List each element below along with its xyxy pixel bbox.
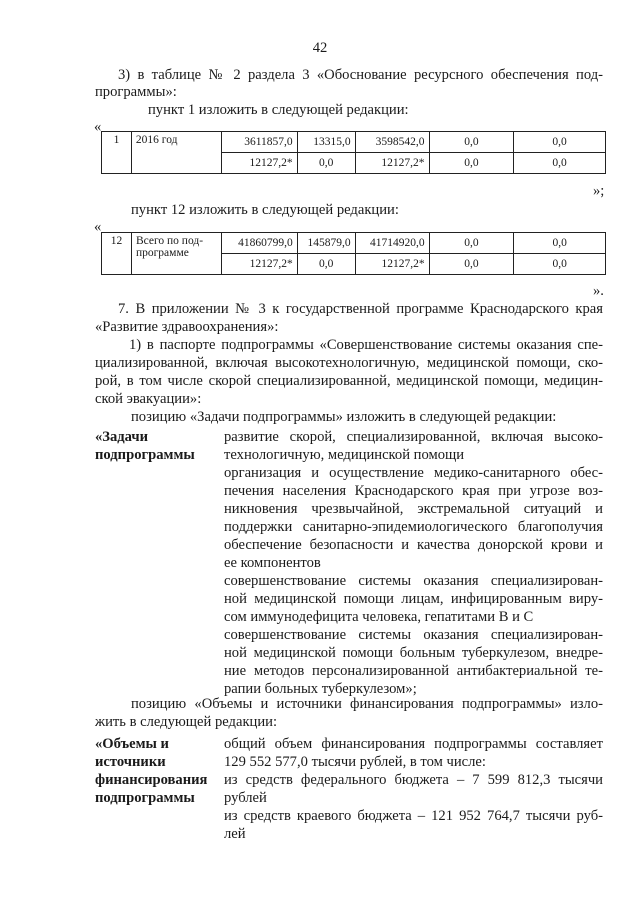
item7-line1: 7. В приложении № 3 к государственной программе Краснодарского края [118,301,603,317]
content-line: из средств федерального бюджета – 7 599 812,3 тысячи [224,772,603,788]
item7-line2: «Развитие здравоохранения»: [95,319,279,335]
open-quote-1: « [94,119,102,135]
cell-total: 41860799,0 [221,233,297,254]
cell-extra: 0,0 [514,132,606,153]
cell-regional: 3598542,0 [355,132,429,153]
content-line: организация и осуществление медико-санитарного обес- [224,465,603,481]
content-line: сом иммунодефицита человека, гепатитами B и C [224,609,534,625]
item3-line1: 3) в таблице № 2 раздела 3 «Обоснование ресурсного обеспечения под- [118,67,603,83]
row-label [131,233,221,275]
cell-extra: 0,0 [514,153,606,174]
close-quote-1: »; [593,183,605,199]
cell-regional: 12127,2* [355,153,429,174]
point1-intro: пункт 1 изложить в следующей редакции: [148,102,409,118]
cell-federal: 0,0 [297,254,355,275]
item1-line4: ской эвакуации»: [95,391,202,407]
row-label: 2016 год [131,132,221,174]
content-line: из средств краевого бюджета – 121 952 764,7 тысячи руб- [224,808,603,824]
volumes-label-line4: подпрограммы [95,790,195,806]
content-line: печения населения Краснодарского края при угрозе воз- [224,483,603,499]
content-line: никновения чрезвычайной, экстремальной ситуаций и [224,501,603,517]
cell-local: 0,0 [429,132,514,153]
content-line: технологичную, медицинской помощи [224,447,465,463]
content-line: рапии больных туберкулезом»; [224,681,417,697]
volumes-content [224,735,603,843]
cell-total: 12127,2* [221,254,297,275]
tasks-label-line2: подпрограммы [95,447,195,463]
row-number: 1 [102,132,132,174]
finance-table-point1 [101,131,606,174]
volumes-intro-line2: жить в следующей редакции: [95,714,278,730]
content-line: рублей [224,790,267,806]
row-label-line2: программе [135,247,189,259]
cell-total: 3611857,0 [221,132,297,153]
volumes-label-line2: источники [95,754,166,770]
open-quote-2: « [94,219,102,235]
content-line: ее компонентов [224,555,321,571]
cell-total: 12127,2* [221,153,297,174]
tasks-intro: позицию «Задачи подпрограммы» изложить в следующей редакции: [131,409,557,425]
item3-line2: программы»: [95,84,177,100]
cell-federal: 145879,0 [297,233,355,254]
content-line: развитие скорой, специализированной, включая высоко- [224,429,603,445]
content-line: обеспечение безопасности и качества донорской крови и [224,537,603,553]
content-line: совершенствование системы оказания специализирован- [224,627,603,643]
cell-federal: 0,0 [297,153,355,174]
point12-intro: пункт 12 изложить в следующей редакции: [131,202,399,218]
cell-extra: 0,0 [514,233,606,254]
table-row [102,132,606,153]
finance-table-point12 [101,232,606,275]
content-line: ние методов персонализированной антибактериальной те- [224,663,603,679]
cell-regional: 41714920,0 [355,233,429,254]
content-line: совершенствование системы оказания специализирован- [224,573,603,589]
volumes-label-line1: «Объемы и [95,736,169,752]
cell-extra: 0,0 [514,254,606,275]
tasks-label-line1: «Задачи [95,429,149,445]
item1-line3: рой, в том числе скорой специализированной, медицинской помощи, медицин- [95,373,603,389]
cell-local: 0,0 [429,233,514,254]
item1-line2: циализированной, включая высокотехнологичную, медицинской помощи, ско- [95,355,603,371]
cell-local: 0,0 [429,153,514,174]
content-line: ной медицинской помощи больным туберкулезом, внедре- [224,645,603,661]
cell-regional: 12127,2* [355,254,429,275]
content-line: 129 552 577,0 тысячи рублей, в том числе: [224,754,486,770]
content-line: лей [224,826,246,842]
close-quote-2: ». [593,283,604,299]
volumes-label-line3: финансирования [95,772,208,788]
cell-local: 0,0 [429,254,514,275]
content-line: общий объем финансирования подпрограммы составляет [224,736,603,752]
content-line: ной медицинской помощи лицам, инфицированным виру- [224,591,603,607]
cell-federal: 13315,0 [297,132,355,153]
row-label-line1: Всего по под- [135,235,204,247]
table-row [102,233,606,254]
row-number: 12 [102,233,132,275]
content-line: поддержки санитарно-эпидемиологического благополучия [224,519,603,535]
tasks-content [224,428,603,698]
item1-line1: 1) в паспорте подпрограммы «Совершенствование системы оказания спе- [129,337,603,353]
page-number: 42 [312,40,328,56]
volumes-intro-line1: позицию «Объемы и источники финансирования подпрограммы» изло- [131,696,603,712]
